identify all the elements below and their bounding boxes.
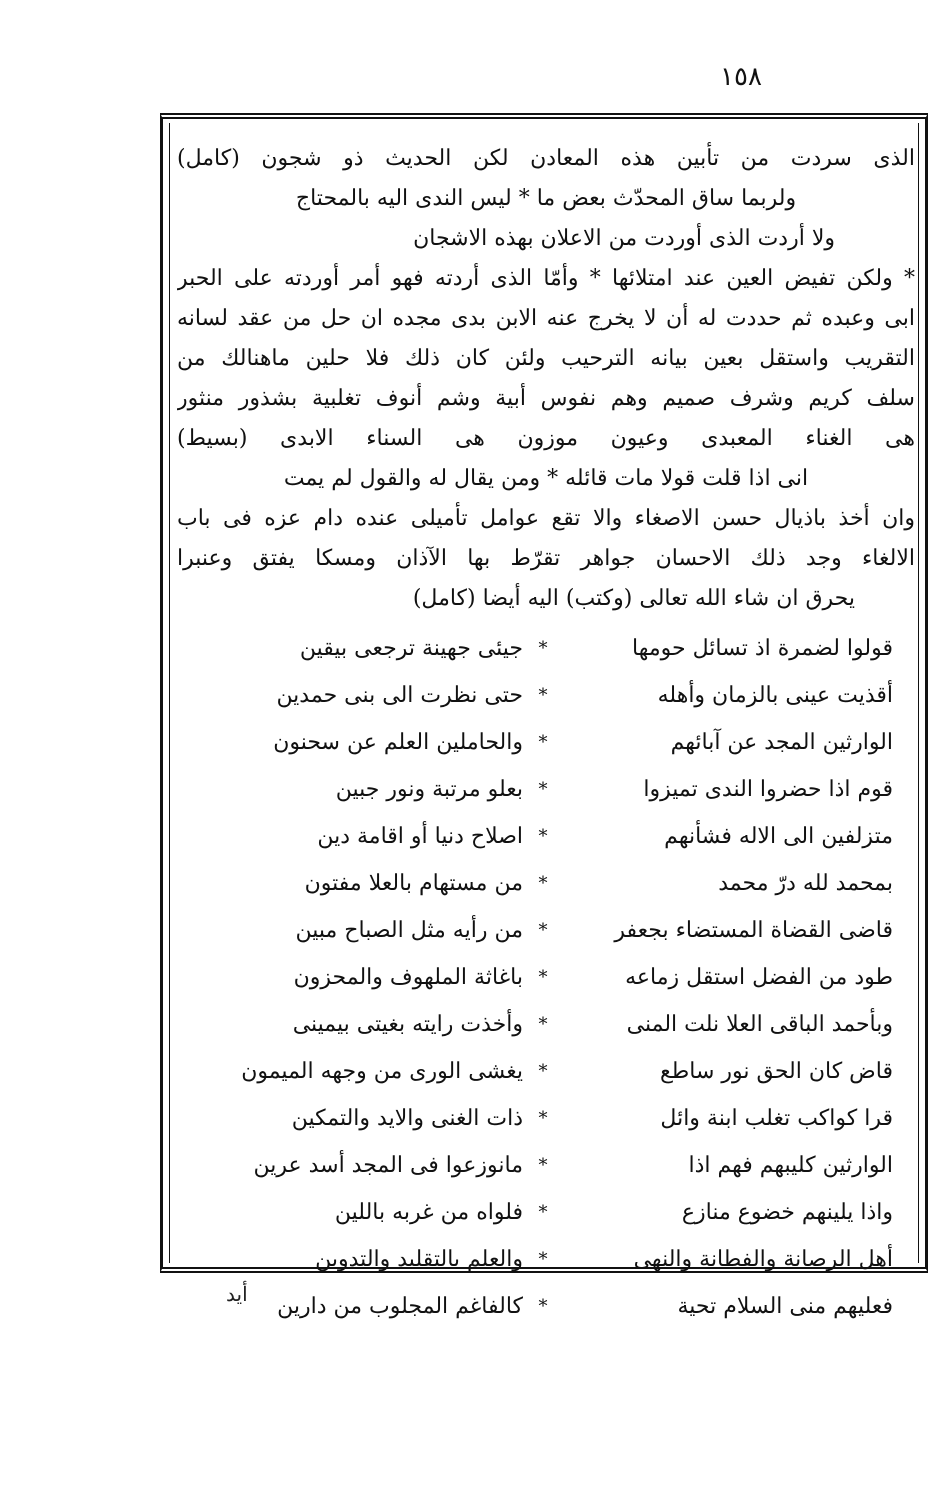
verse-first-hemistich: بمحمد لله درّ محمد (718, 870, 893, 896)
verse-second-hemistich: باغاثة الملهوف والمحزون (293, 964, 523, 990)
verse-line (177, 766, 915, 813)
verse-line (177, 1283, 915, 1330)
verse-second-hemistich: يغشى الورى من وجهه الميمون (241, 1058, 523, 1084)
verse-first-hemistich: فعليهم منى السلام تحية (677, 1293, 893, 1319)
verse-second-hemistich: كالفاغم المجلوب من دارين (277, 1293, 523, 1319)
prose-line-7: سلف كريم وشرف صميم وهم نفوس أبية وشم أنوف تغلبية بشذور منثور (177, 386, 915, 411)
verse-list (177, 625, 915, 1330)
verse-second-hemistich: بعلو مرتبة ونور جبين (335, 776, 523, 802)
verse-first-hemistich: قاض كان الحق نور ساطع (660, 1058, 893, 1084)
prose-line-6: التقريب واستقل بعين بيانه الترحيب ولئن كان ذلك فلا حلين ماهنالك من (177, 346, 915, 371)
verse-line (177, 672, 915, 719)
verse-line (177, 1236, 915, 1283)
prose-line-8: هى الغناء المعبدى وعيون موزون هى السناء الابدى (بسيط) (177, 426, 915, 451)
verse-second-hemistich: والعلم بالتقليد والتدوين (315, 1246, 523, 1272)
verse-first-hemistich: أقذيت عينى بالزمان وأهله (657, 682, 893, 708)
prose-line-12: يحرق ان شاء الله تعالى (وكتب) اليه أيضا (كامل) (412, 586, 855, 611)
verse-separator: * (538, 1013, 548, 1035)
text-block (177, 139, 915, 1330)
prose-line-9: انى اذا قلت قولا مات قائله * ومن يقال له والقول لم يمت (283, 466, 809, 491)
verse-first-hemistich: وبأحمد الباقى العلا نلت المنى (626, 1011, 893, 1037)
verse-first-hemistich: الوارثين المجد عن آبائهم (670, 729, 893, 755)
verse-first-hemistich: طود من الفضل استقل زماعه (625, 964, 893, 990)
verse-first-hemistich: قوم اذا حضروا الندى تميزوا (643, 776, 893, 802)
verse-line (177, 860, 915, 907)
verse-line (177, 1189, 915, 1236)
verse-line (177, 1142, 915, 1189)
verse-separator: * (538, 1154, 548, 1176)
verse-separator: * (538, 1060, 548, 1082)
verse-second-hemistich: فلواه من غربه باللين (334, 1199, 523, 1225)
page-number: ١٥٨ (720, 62, 762, 92)
verse-separator: * (538, 919, 548, 941)
verse-second-hemistich: من مستهام بالعلا مفتون (304, 870, 523, 896)
verse-first-hemistich: واذا يلينهم خضوع منازع (681, 1199, 893, 1225)
prose-line-2: ولربما ساق المحدّث بعض ما * ليس الندى اليه بالمحتاج (295, 186, 797, 211)
prose-line-5: ابى وعبده ثم حددت له أن لا يخرج عنه الابن بدى مجده ان حل من عقد لسانه (177, 306, 915, 331)
verse-line (177, 954, 915, 1001)
prose-line-10: وان أخذ باذيال حسن الاصغاء والا تقع عوامل تأميلى عنده دام عزه فى باب (177, 506, 915, 531)
prose-line-4: * ولكن تفيض العين عند امتلائها * وأمّا الذى أردته فهو أمر أوردته على الحبر (177, 266, 915, 291)
verse-separator: * (538, 872, 548, 894)
verse-line (177, 1095, 915, 1142)
verse-line (177, 625, 915, 672)
prose-line-11: الالغاء وجد ذلك الاحسان جواهر تقرّط بها الآذان ومسكا يفتق وعنبرا (177, 546, 915, 571)
verse-separator: * (538, 684, 548, 706)
verse-separator: * (538, 778, 548, 800)
verse-separator: * (538, 1295, 548, 1317)
verse-first-hemistich: قولوا لضمرة اذ تسائل حومها (632, 635, 893, 661)
verse-first-hemistich: قاضى القضاة المستضاء بجعفر (614, 917, 893, 943)
verse-line (177, 907, 915, 954)
verse-separator: * (538, 1107, 548, 1129)
verse-second-hemistich: جيئى جهينة ترجعى بيقين (299, 635, 523, 661)
verse-line (177, 813, 915, 860)
verse-line (177, 1048, 915, 1095)
verse-second-hemistich: وأخذت رايته بغيتى بيمينى (292, 1011, 523, 1037)
verse-second-hemistich: حتى نظرت الى بنى حمدين (276, 682, 523, 708)
verse-separator: * (538, 1201, 548, 1223)
verse-line (177, 719, 915, 766)
catchword: أيد (226, 1282, 248, 1306)
verse-separator: * (538, 731, 548, 753)
verse-line (177, 1001, 915, 1048)
verse-second-hemistich: من رأيه مثل الصباح مبين (295, 917, 523, 943)
verse-separator: * (538, 966, 548, 988)
verse-first-hemistich: متزلفين الى الاله فشأنهم (664, 823, 893, 849)
prose-line-3: ولا أردت الذى أوردت من الاعلان بهذه الاشجان (413, 226, 835, 251)
verse-separator: * (538, 1248, 548, 1270)
verse-separator: * (538, 825, 548, 847)
prose-line-1: الذى سردت من تأبين هذه المعادن لكن الحديث ذو شجون (كامل) (177, 146, 915, 171)
verse-second-hemistich: والحاملين العلم عن سحنون (273, 729, 523, 755)
verse-second-hemistich: مانوزعوا فى المجد أسد عرين (253, 1152, 523, 1178)
verse-separator: * (538, 637, 548, 659)
verse-second-hemistich: ذات الغنى والايد والتمكين (291, 1105, 523, 1131)
verse-first-hemistich: أهل الرصانة والفطانة والنهى (633, 1246, 893, 1272)
verse-second-hemistich: اصلاح دنيا أو اقامة دين (317, 823, 523, 849)
verse-first-hemistich: الوارثين كليبهم فهم اذا (688, 1152, 893, 1178)
verse-first-hemistich: قرا كواكب تغلب ابنة وائل (660, 1105, 893, 1131)
